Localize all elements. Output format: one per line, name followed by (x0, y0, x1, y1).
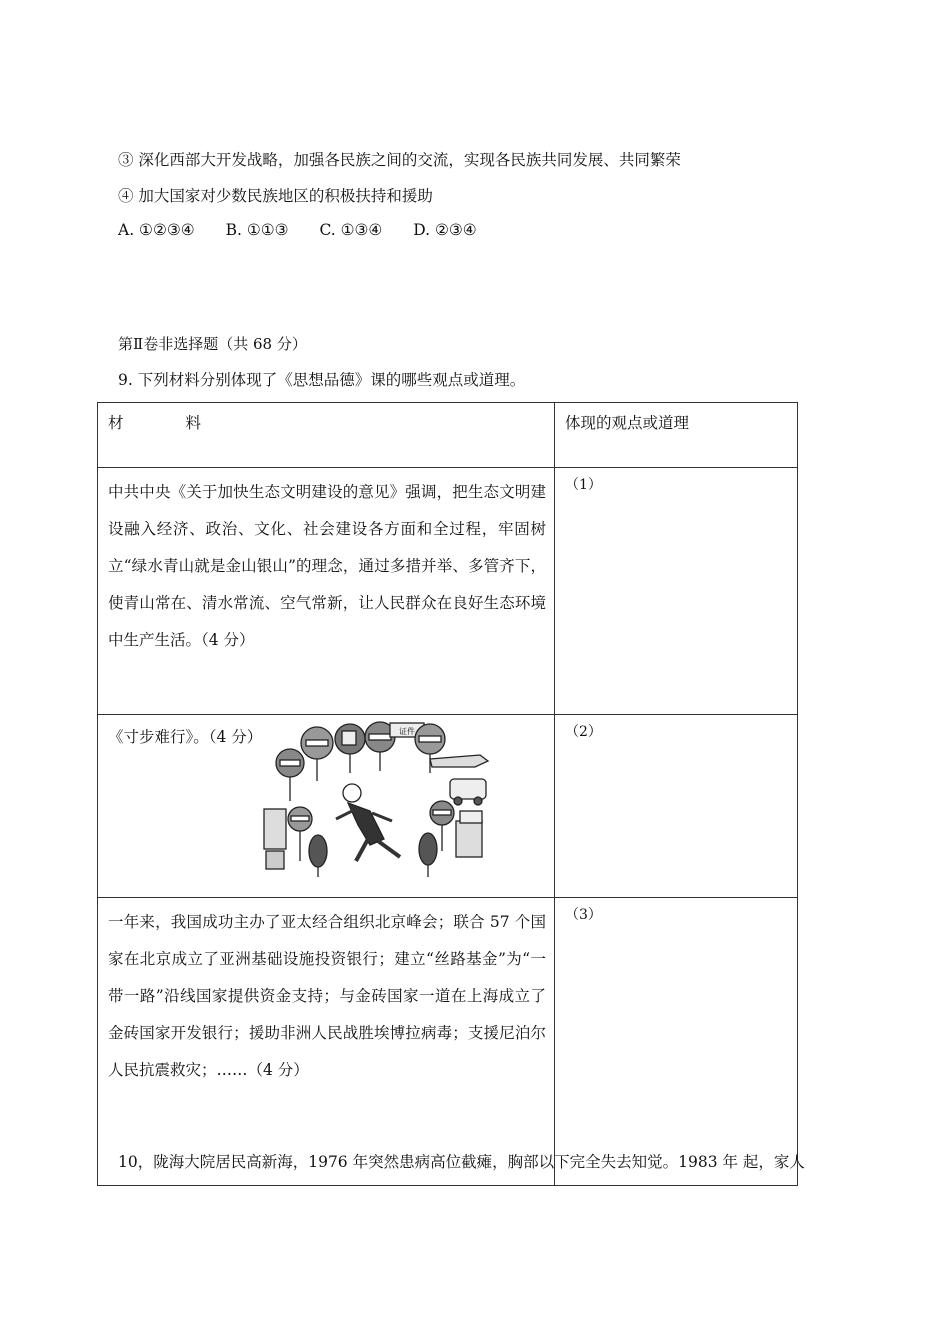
material-2-text: 《寸步难行》。（4 分） (108, 728, 263, 746)
answer-2: （2） (555, 715, 798, 898)
cartoon-sign-label: 证件 (399, 727, 415, 736)
question-10-part2: 1983 年 起，家人 (678, 1153, 805, 1171)
answer-3: （3） (555, 898, 798, 1186)
material-1: 中共中央《关于加快生态文明建设的意见》强调，把生态文明建设融入经济、政治、文化、社会建设各方面和全过程，牢固树立“绿水青山就是金山银山”的理念，通过多措并举、多管齐下，使青山常在、清水常流、空气常新，让人民群众在良好生态环境中生产生活。（4 分） (98, 468, 555, 715)
choice-c: C. ①③④ (319, 221, 383, 239)
question-10-part1: 10，陇海大院居民高新海，1976 年突然患病高位截瘫，胸部以下完全失去知觉。 (118, 1153, 679, 1171)
table-row (98, 898, 798, 1186)
choice-b: B. ①①③ (225, 221, 289, 239)
cartoon-image (260, 721, 490, 879)
header-material: 材 料 (98, 403, 555, 468)
choice-d: D. ②③④ (413, 221, 477, 239)
answer-choices (118, 221, 503, 239)
choice-a: A. ①②③④ (118, 221, 195, 239)
table-header-row (98, 403, 798, 468)
table-row (98, 715, 798, 898)
table-row (98, 468, 798, 715)
material-3: 一年来，我国成功主办了亚太经合组织北京峰会；联合 57 个国家在北京成立了亚洲基础设施投资银行；建立“丝路基金”为“一带一路”沿线国家提供资金支持；与金砖国家一道在上海成立了金砖国家开发银行；援助非洲人民战胜埃博拉病毒；支援尼泊尔人民抗震救灾；……（4 分） (98, 898, 555, 1186)
section-title: 第Ⅱ卷非选择题（共 68 分） (118, 335, 307, 353)
question-9-prompt: 9. 下列材料分别体现了《思想品德》课的哪些观点或道理。 (118, 371, 526, 389)
question-10 (118, 1150, 805, 1172)
header-view: 体现的观点或道理 (555, 403, 798, 468)
material-2 (98, 715, 555, 898)
option-4: ④ 加大国家对少数民族地区的积极扶持和援助 (118, 187, 433, 205)
question-9-table (97, 402, 798, 1186)
option-3: ③ 深化西部大开发战略，加强各民族之间的交流，实现各民族共同发展、共同繁荣 (118, 151, 681, 169)
answer-1: （1） (555, 468, 798, 715)
